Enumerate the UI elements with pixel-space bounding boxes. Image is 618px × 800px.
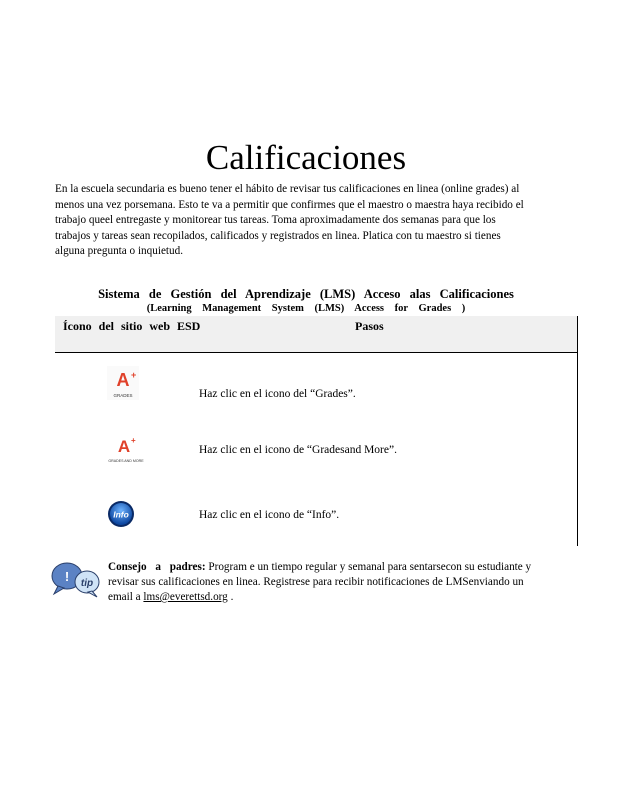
tip-bubble-icon <box>50 560 100 598</box>
svg-text:+: + <box>131 370 137 380</box>
lms-subheading: (Learning Management System (LMS) Access for Grades ) <box>146 303 466 314</box>
table-border <box>577 316 578 546</box>
lms-steps-table <box>55 316 578 546</box>
page-title: Calificaciones <box>205 138 407 177</box>
info-icon[interactable] <box>107 500 139 532</box>
tip-body: Program e un tiempo regular y semanal para sentarsecon su estudiante y revisar sus calificaciones en linea. Registrese para recibir notificaciones de LMSenviando un email a <box>108 561 532 603</box>
tip-end: . <box>227 591 234 603</box>
grades-icon[interactable] <box>107 366 139 398</box>
step-grades-and-more: Haz clic en el icono de “Gradesand More”. <box>199 444 397 456</box>
grades-icon-label: GRADES <box>113 393 133 398</box>
table-header <box>55 316 578 353</box>
grades-and-more-icon-label: GRADES AND MORE <box>108 459 144 463</box>
tip-icon-label: tip <box>80 578 94 589</box>
intro-paragraph: En la escuela secundaria es bueno tener el hábito de revisar tus calificaciones en linea (online grades) al menos una vez porsemana. Esto te va a permitir que confirmes que el maestro o maestra haya recibido el trabajo queel entregaste y monitorear tus tareas. Toma aproximadamente dos semanas para que los trabajos y tareas sean recopilados, calificados y registrados en linea. Platica con tu maestro si tienes alguna pregunta o inquietud. <box>55 183 524 257</box>
svg-text:+: + <box>131 436 136 445</box>
info-icon-label: Info <box>113 509 129 520</box>
svg-text:!: ! <box>64 569 70 584</box>
step-info: Haz clic en el icono de “Info”. <box>199 509 340 521</box>
step-grades: Haz clic en el icono del “Grades”. <box>199 388 356 400</box>
grades-and-more-icon[interactable] <box>107 434 144 466</box>
svg-text:A: A <box>117 437 131 456</box>
column-header-icon: Ícono del sitio web ESD <box>63 319 201 333</box>
lms-heading: Sistema de Gestión del Aprendizaje (LMS) Acceso alas Calificaciones <box>98 287 514 301</box>
svg-text:A: A <box>116 370 130 390</box>
email-link[interactable]: lms@everettsd.org <box>143 591 228 603</box>
tip-paragraph <box>108 560 544 605</box>
column-header-steps: Pasos <box>355 319 384 333</box>
tip-label: Consejo a padres: <box>108 561 206 573</box>
